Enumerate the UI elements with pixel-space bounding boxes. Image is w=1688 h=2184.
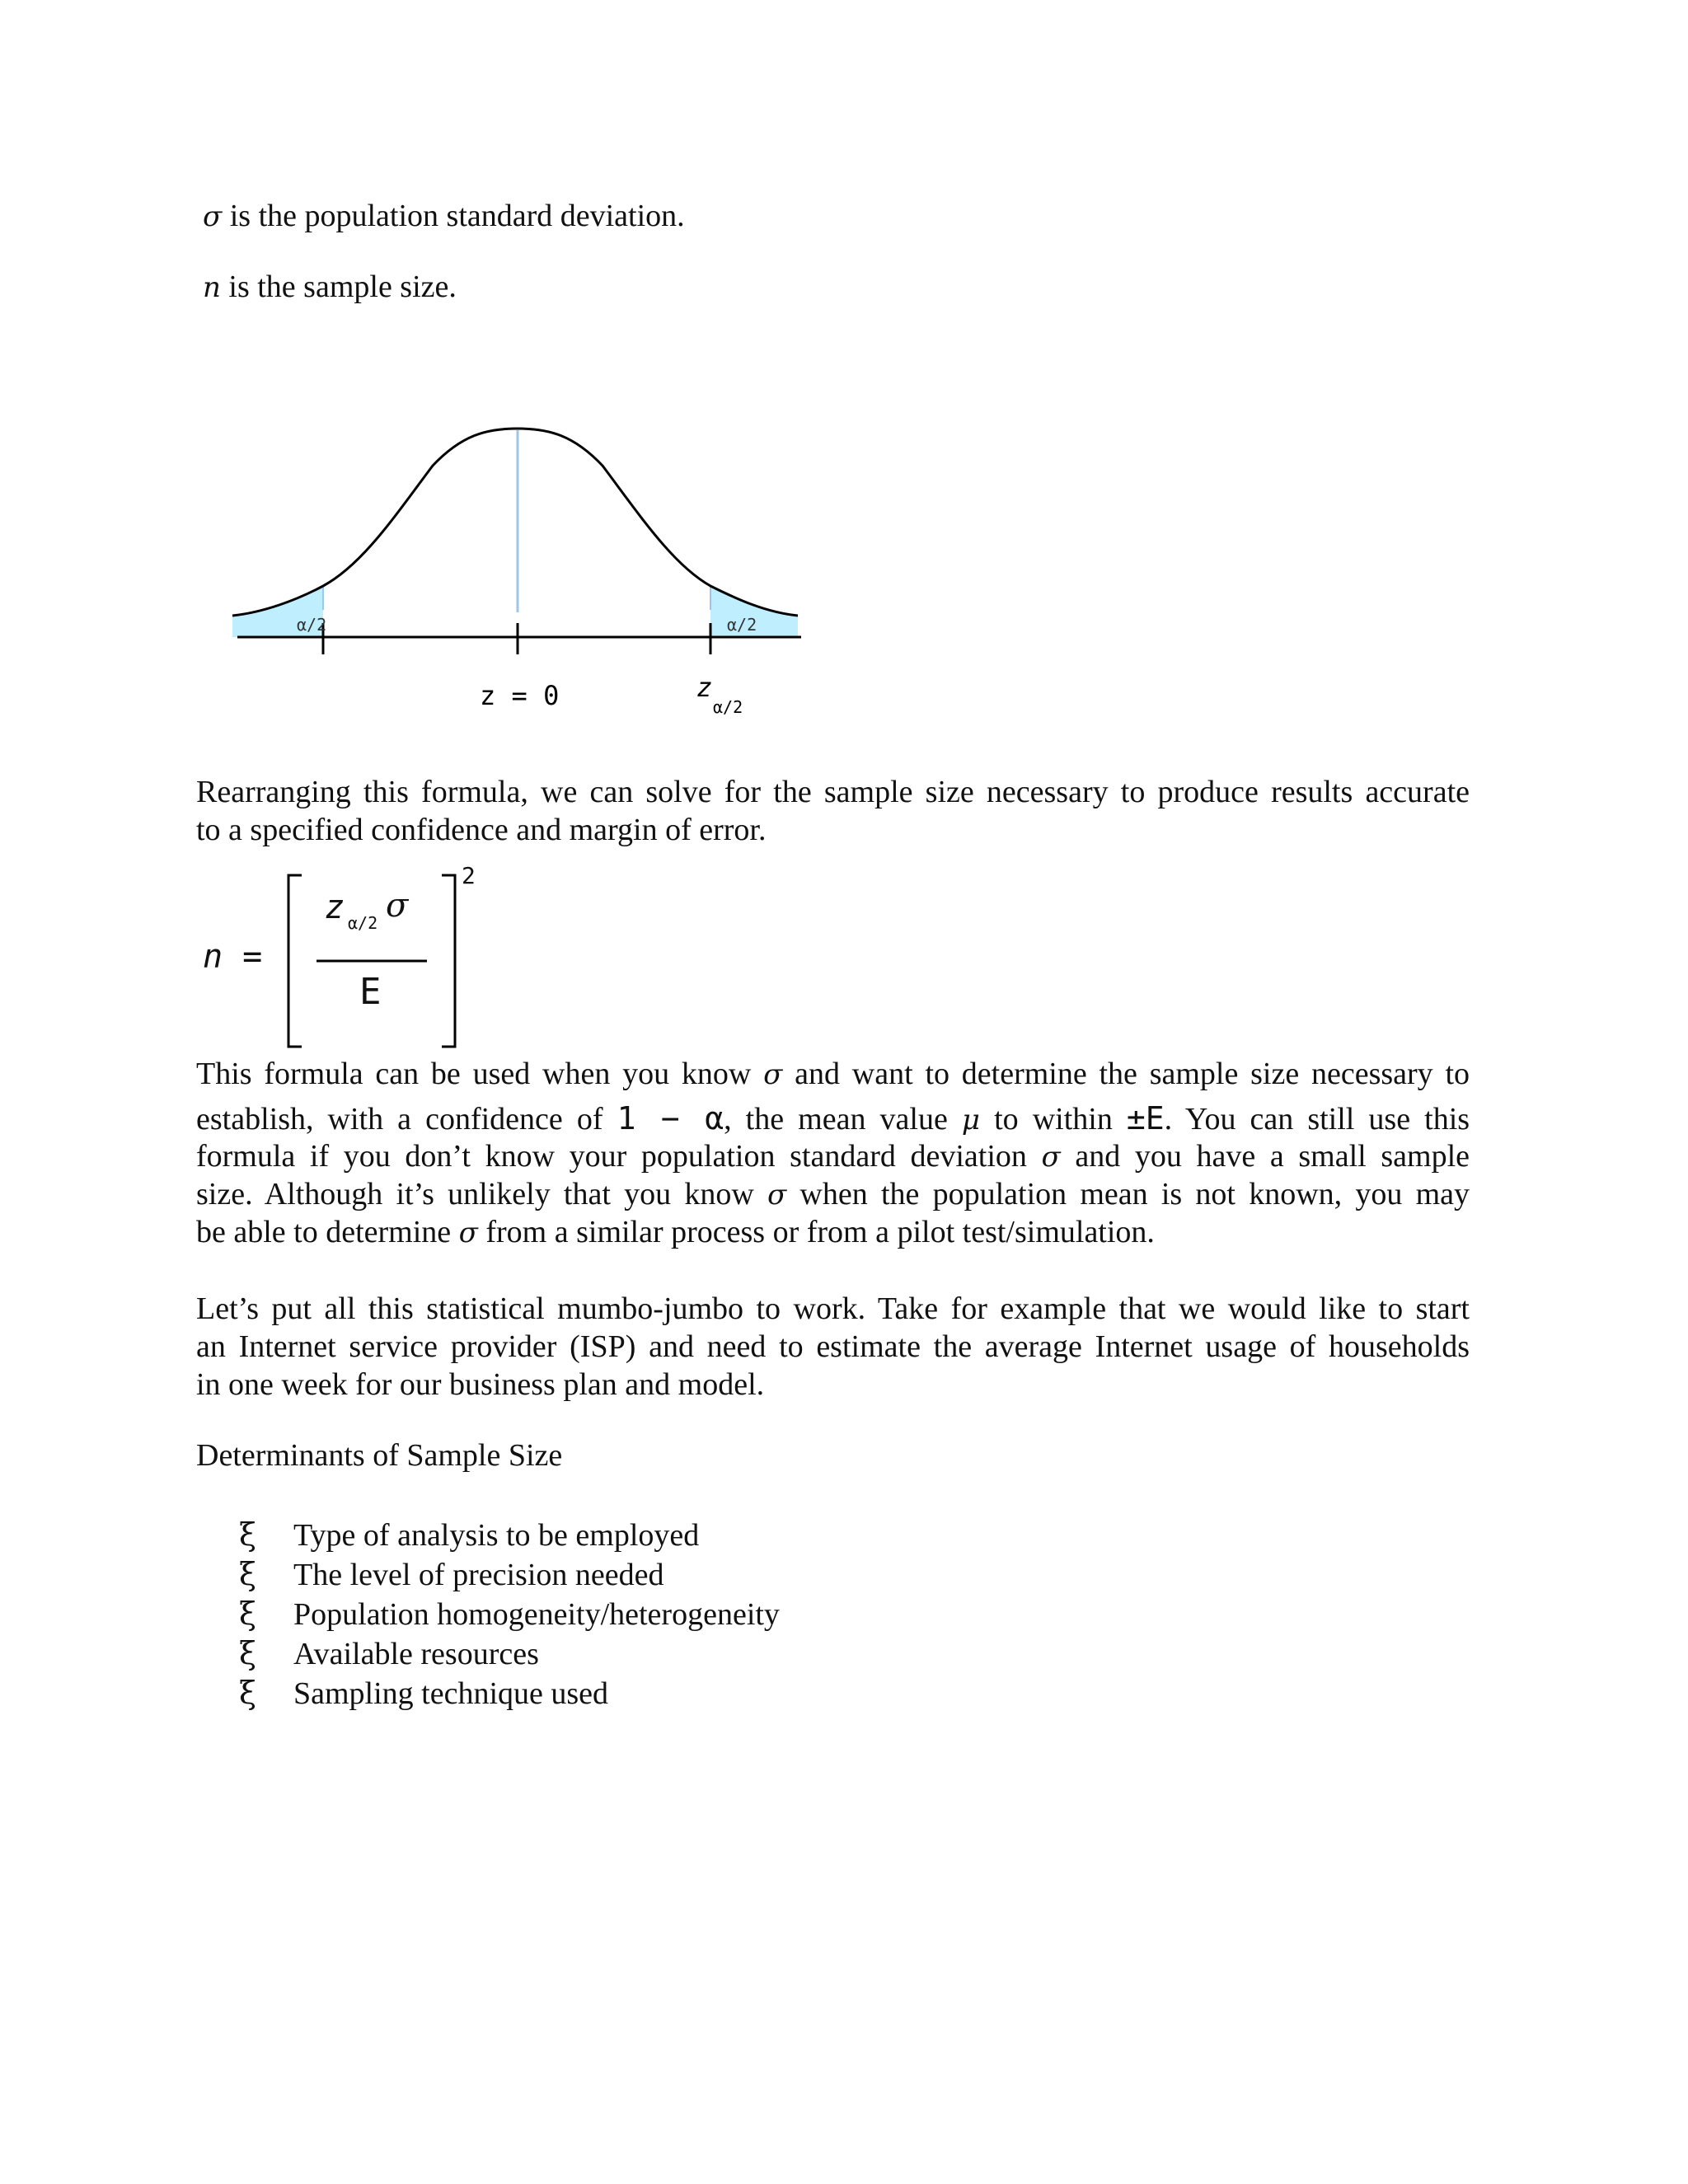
sigma-definition-text: is the population standard deviation. <box>229 199 685 233</box>
sigma-symbol: σ <box>1041 1141 1061 1174</box>
sigma-symbol: σ <box>203 200 223 233</box>
left-tail-label: α/2 <box>297 615 327 635</box>
usage-line-2: establish, with a confidence of 1 − α, the mean value μ to within ±E. You can still use this <box>196 1100 1470 1137</box>
n-definition <box>203 268 457 307</box>
formula-numerator-sigma: σ <box>386 887 409 925</box>
usage-line-3: formula if you don’t know your population standard deviation σ and you have a small sample <box>196 1139 1470 1174</box>
formula-exponent: 2 <box>462 862 476 889</box>
bullet-icon: ξ <box>239 1596 256 1632</box>
n-symbol: n <box>203 271 221 304</box>
list-item: ξ The level of precision needed <box>239 1556 664 1592</box>
sigma-symbol: σ <box>458 1216 478 1249</box>
confidence-expression: 1 − α <box>617 1100 724 1137</box>
z-critical-label: z <box>696 672 713 703</box>
example-line-3: in one week for our business plan and model. <box>196 1367 765 1402</box>
sample-size-formula <box>198 862 478 1055</box>
formula-numerator-z: z <box>325 888 345 926</box>
usage-line-5: be able to determine σ from a similar process or from a pilot test/simulation. <box>196 1215 1155 1249</box>
sigma-definition <box>203 197 685 236</box>
usage-line-1: This formula can be used when you know σ and want to determine the sample size necessary to <box>196 1057 1470 1091</box>
n-definition-text: is the sample size. <box>228 269 457 304</box>
bell-curve <box>232 429 798 616</box>
paragraph-formula-usage <box>196 1055 1470 1251</box>
list-item: ξ Population homogeneity/heterogeneity <box>239 1596 780 1632</box>
paragraph-rearranging-line-1: Rearranging this formula, we can solve for the sample size necessary to produce results accurate <box>196 775 1470 809</box>
formula-denominator: E <box>359 971 382 1013</box>
list-item: ξ Sampling technique used <box>239 1675 609 1711</box>
mu-symbol: μ <box>961 1104 980 1137</box>
usage-line-4: size. Although it’s unlikely that you know σ when the population mean is not known, you may <box>196 1177 1470 1212</box>
paragraph-rearranging-line-2: to a specified confidence and margin of error. <box>196 813 767 847</box>
margin-expression: ±E <box>1126 1100 1165 1137</box>
z-critical-subscript: α/2 <box>713 697 743 717</box>
paragraph-example <box>196 1290 1470 1404</box>
bullet-icon: ξ <box>239 1635 256 1671</box>
formula-numerator-subscript: α/2 <box>348 913 378 933</box>
z-zero-label: z = 0 <box>480 680 560 711</box>
normal-distribution-figure <box>223 412 816 733</box>
right-tail-label: α/2 <box>727 615 757 635</box>
determinants-heading: Determinants of Sample Size <box>196 1438 563 1473</box>
sigma-symbol: σ <box>767 1179 787 1212</box>
bullet-icon: ξ <box>239 1556 256 1592</box>
bullet-icon: ξ <box>239 1516 256 1553</box>
formula-lhs: n = <box>203 938 263 976</box>
formula-brackets <box>284 870 473 1052</box>
bullet-icon: ξ <box>239 1675 256 1711</box>
list-item: ξ Available resources <box>239 1635 539 1671</box>
list-item: ξ Type of analysis to be employed <box>239 1516 700 1553</box>
example-line-1: Let’s put all this statistical mumbo-jumbo to work. Take for example that we would like to start <box>196 1291 1470 1326</box>
sigma-symbol: σ <box>763 1058 783 1091</box>
paragraph-rearranging <box>196 773 1470 849</box>
example-line-2: an Internet service provider (ISP) and need to estimate the average Internet usage of households <box>196 1329 1470 1364</box>
